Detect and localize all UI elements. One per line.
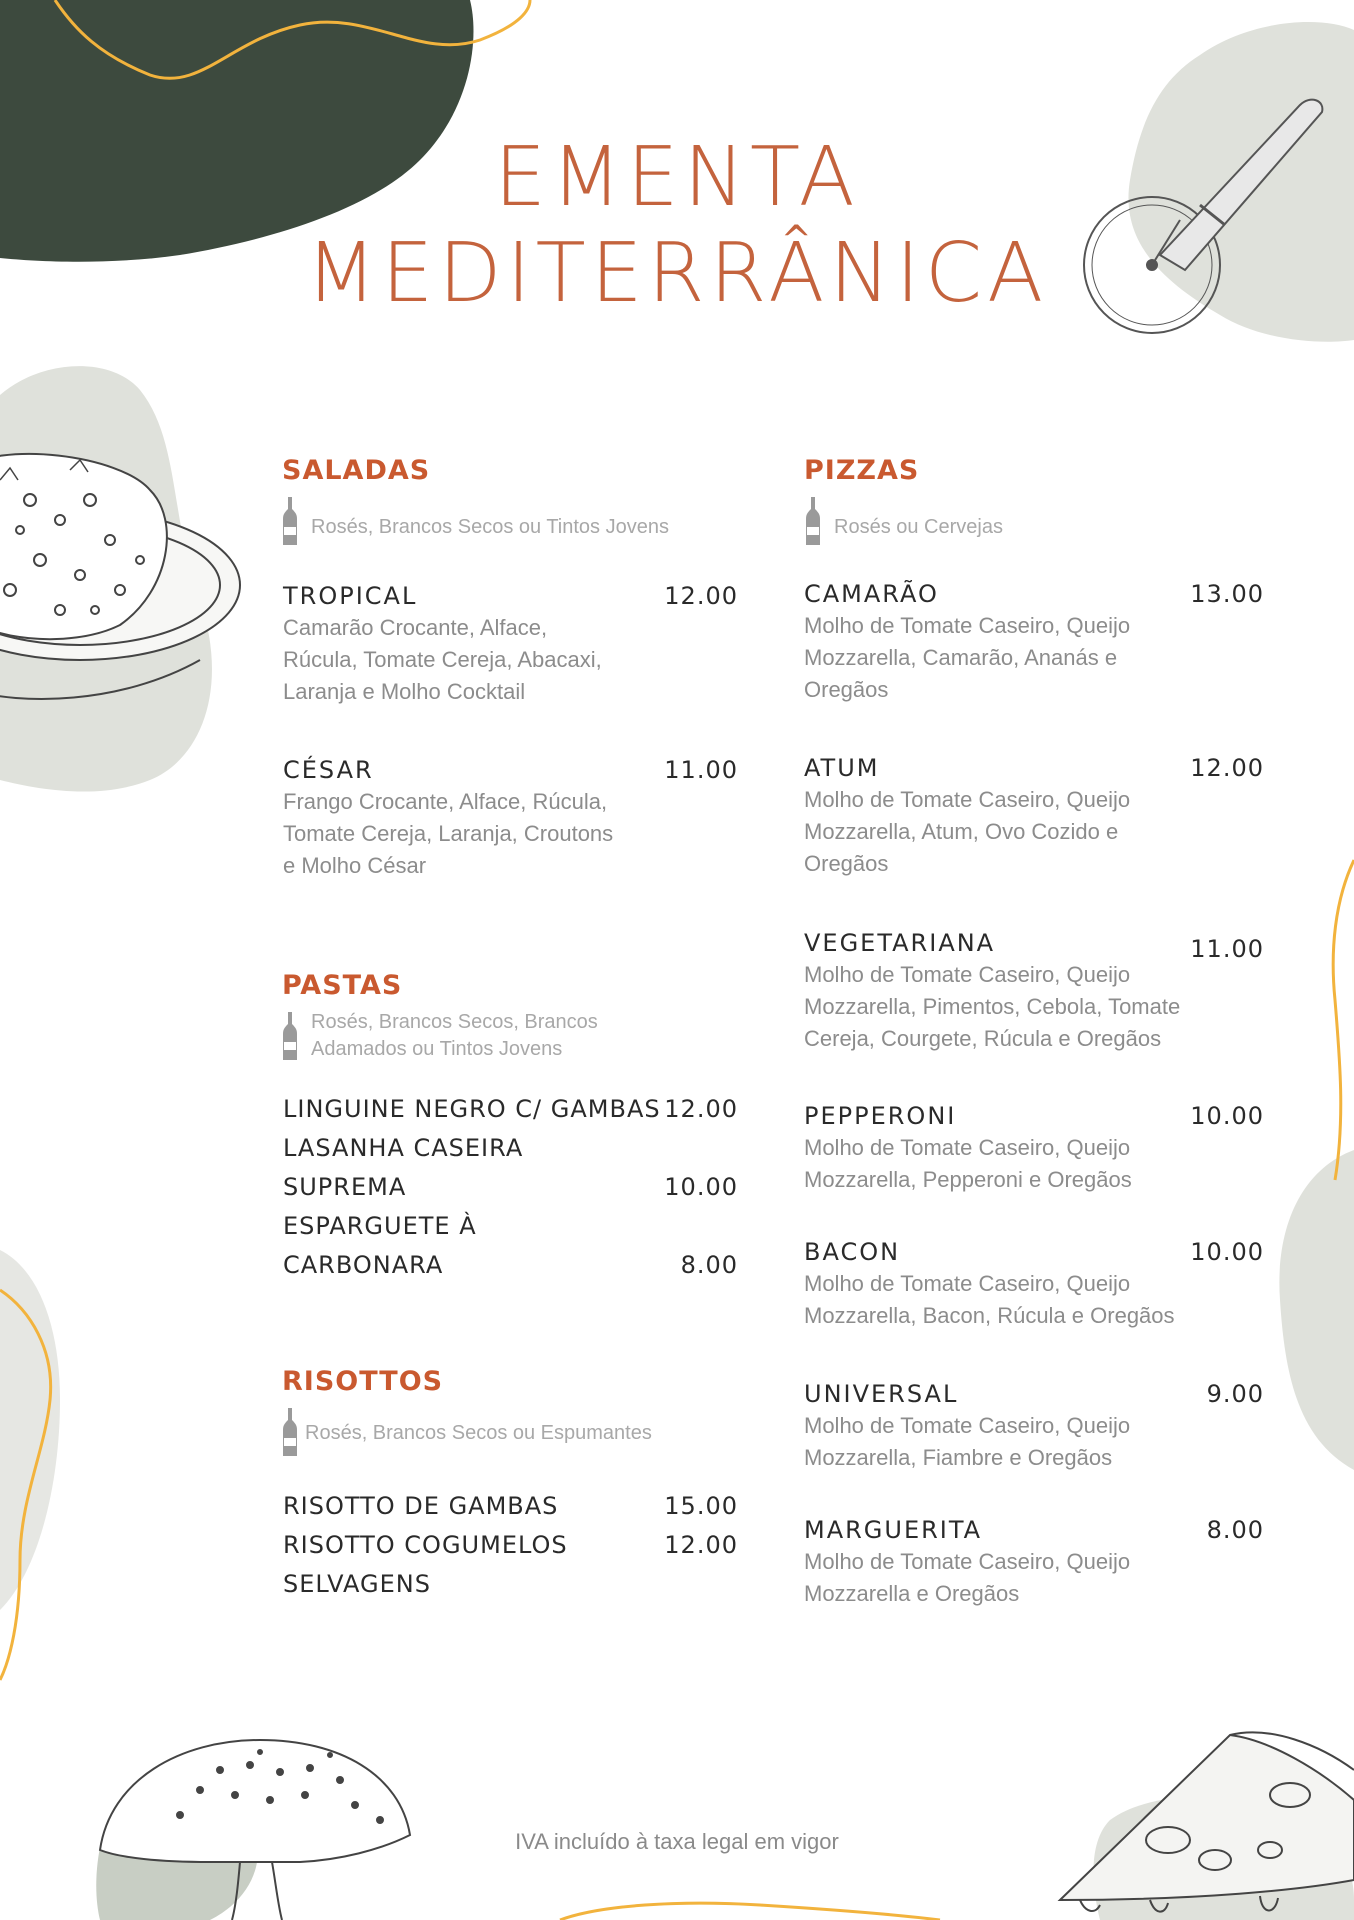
section-title-saladas: SALADAS: [282, 455, 431, 486]
item-name: CÉSAR: [283, 756, 374, 784]
item-price: 11.00: [1190, 935, 1264, 963]
wine-pairing-pastas: Rosés, Brancos Secos, Brancos Adamados ou Tintos Jovens: [311, 1011, 598, 1060]
item-description: Molho de Tomate Caseiro, Queijo Mozzarella, Pepperoni e Oregãos: [804, 1135, 1132, 1192]
item-price: 10.00: [1190, 1238, 1264, 1266]
item-price: 12.00: [664, 582, 738, 610]
item-name: PEPPERONI: [804, 1102, 957, 1130]
yellow-line-bottom: [560, 1903, 940, 1920]
item-description: Molho de Tomate Caseiro, Queijo Mozzarella, Bacon, Rúcula e Oregãos: [804, 1271, 1175, 1328]
item-description: Molho de Tomate Caseiro, Queijo Mozzarella, Pimentos, Cebola, Tomate Cereja, Courgete, Rúcula e Oregãos: [804, 962, 1181, 1051]
menu-item-lasanha: LASANHA CASEIRA: [283, 1134, 524, 1162]
menu-item-camarao: [804, 578, 1264, 706]
item-description: Molho de Tomate Caseiro, Queijo Mozzarella e Oregãos: [804, 1549, 1131, 1606]
item-name: ATUM: [804, 754, 880, 782]
menu-item-atum: [804, 752, 1264, 880]
item-name: MARGUERITA: [804, 1516, 983, 1544]
menu-item-tropical: [283, 580, 738, 708]
menu-item-suprema: SUPREMA 10.00: [283, 1173, 738, 1201]
item-price: 13.00: [1190, 580, 1264, 608]
section-title-pastas: PASTAS: [282, 970, 403, 1001]
sage-blob-left-lower: [0, 1250, 60, 1610]
menu-item-carbonara: CARBONARA 8.00: [283, 1251, 738, 1279]
section-title-risottos: RISOTTOS: [282, 1366, 444, 1397]
footer-vat-note: IVA incluído à taxa legal em vigor: [515, 1829, 839, 1854]
item-name: VEGETARIANA: [804, 929, 996, 957]
wine-bottle-icon: [283, 497, 297, 545]
wine-bottle-icon: [806, 497, 820, 545]
wine-bottle-icon: [283, 1012, 297, 1060]
item-price: 10.00: [1190, 1102, 1264, 1130]
item-name: BACON: [804, 1238, 901, 1266]
item-description: Molho de Tomate Caseiro, Queijo Mozzarella, Atum, Ovo Cozido e Oregãos: [804, 787, 1131, 876]
wine-pairing-saladas: Rosés, Brancos Secos ou Tintos Jovens: [311, 516, 669, 538]
menu-item-vegetariana: [804, 927, 1264, 1055]
menu-item-linguine: LINGUINE NEGRO C/ GAMBAS 12.00: [283, 1095, 738, 1123]
menu-item-risotto-gambas: RISOTTO DE GAMBAS 15.00: [283, 1492, 738, 1520]
item-name: UNIVERSAL: [804, 1380, 959, 1408]
menu-item-bacon: [804, 1236, 1264, 1332]
item-name: CAMARÃO: [804, 580, 939, 608]
page-title-line1: EMENTA: [494, 130, 860, 225]
menu-item-cesar: [283, 754, 738, 882]
menu-item-risotto-cogumelos: RISOTTO COGUMELOS 12.00: [283, 1531, 738, 1559]
pizza-slice-illustration: [1060, 1732, 1354, 1911]
item-description: Molho de Tomate Caseiro, Queijo Mozzarella, Fiambre e Oregãos: [804, 1413, 1131, 1470]
page-title-line2: MEDITERRÂNICA: [305, 226, 1049, 321]
sage-blob-right: [1279, 1150, 1354, 1470]
item-price: 8.00: [1206, 1516, 1264, 1544]
item-price: 11.00: [664, 756, 738, 784]
wine-bottle-icon: [283, 1408, 297, 1456]
menu-item-esparguete: ESPARGUETE À: [283, 1212, 477, 1240]
item-description: Frango Crocante, Alface, Rúcula, Tomate Cereja, Laranja, Croutons e Molho César: [283, 789, 614, 878]
menu-item-marguerita: [804, 1514, 1264, 1610]
item-price: 9.00: [1206, 1380, 1264, 1408]
item-price: 12.00: [1190, 754, 1264, 782]
yellow-line-right: [1333, 860, 1354, 1180]
item-description: Molho de Tomate Caseiro, Queijo Mozzarella, Camarão, Ananás e Oregãos: [804, 613, 1131, 702]
wine-pairing-risottos: Rosés, Brancos Secos ou Espumantes: [305, 1422, 652, 1444]
item-description: Camarão Crocante, Alface, Rúcula, Tomate Cereja, Abacaxi, Laranja e Molho Cocktail: [283, 615, 602, 704]
item-name: TROPICAL: [283, 582, 418, 610]
wine-pairing-pizzas: Rosés ou Cervejas: [834, 516, 1003, 538]
menu-item-pepperoni: [804, 1100, 1264, 1196]
menu-item-universal: [804, 1378, 1264, 1474]
section-title-pizzas: PIZZAS: [804, 455, 920, 486]
menu-item-selvagens: SELVAGENS: [283, 1570, 431, 1598]
